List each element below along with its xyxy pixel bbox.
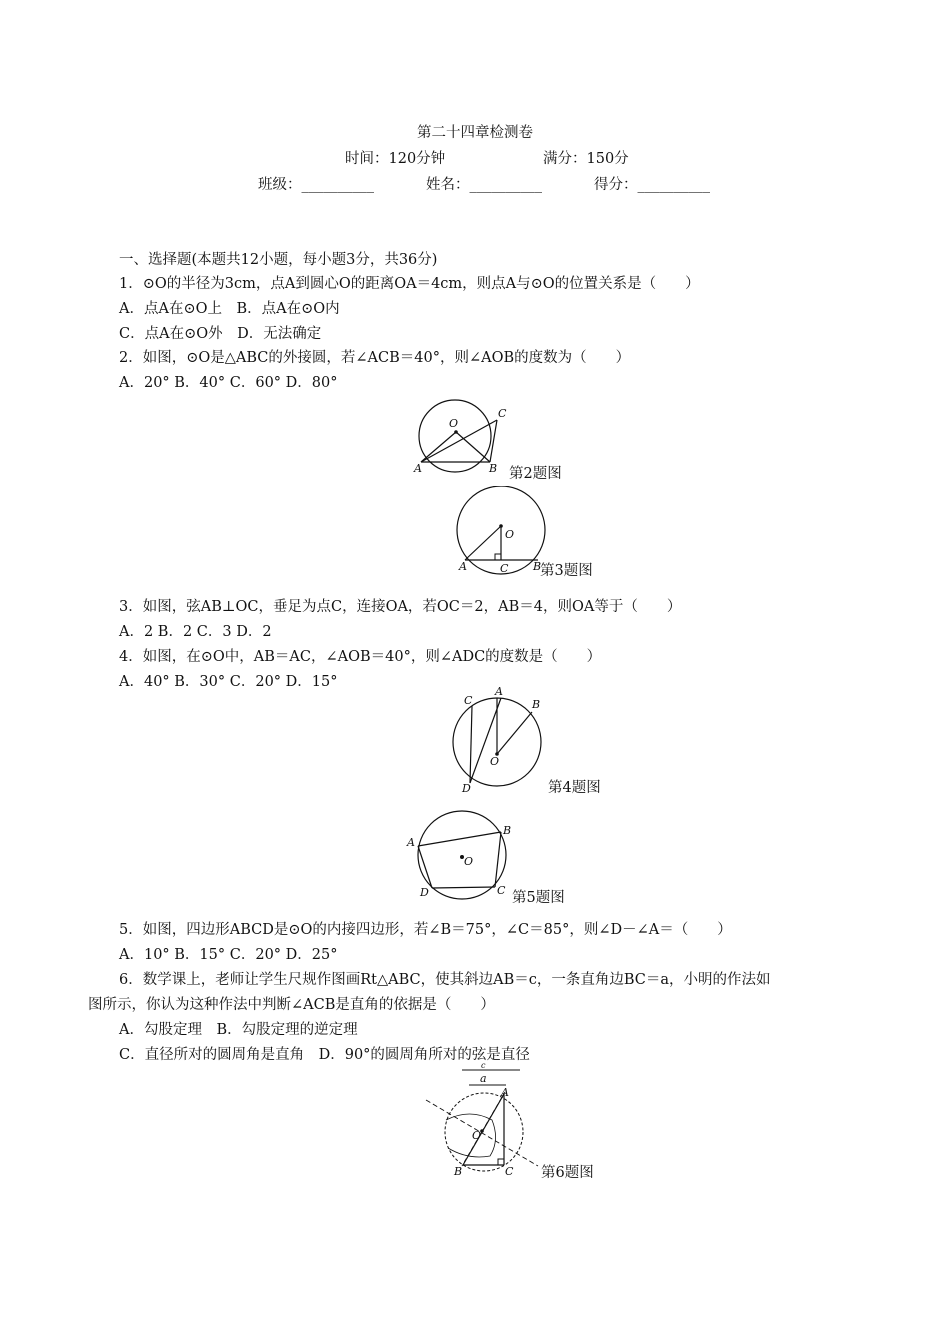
fig3-label-o: O	[505, 528, 515, 541]
q2-stem: 2．如图，⊙O是△ABC的外接圆，若∠ACB＝40°，则∠AOB的度数为（ ）	[119, 350, 631, 366]
fig2-label-a: A	[414, 462, 422, 475]
fig4-label-c: C	[464, 694, 473, 707]
fig5-caption: 第5题图	[512, 890, 565, 906]
q3-stem: 3．如图，弦AB⊥OC，垂足为点C，连接OA，若OC＝2，AB＝4，则OA等于（ ）	[119, 599, 682, 615]
fig6-label-c-segment: c	[481, 1061, 486, 1070]
q5-options: A．10° B．15° C．20° D．25°	[119, 947, 338, 963]
fig6-label-c: C	[505, 1165, 514, 1178]
points-field: 得分：__________	[594, 177, 710, 193]
fig5-label-d: D	[420, 886, 429, 899]
fig5-label-c: C	[497, 884, 506, 897]
q6-options-ab: A．勾股定理 B．勾股定理的逆定理	[119, 1022, 358, 1038]
figure-2	[405, 398, 515, 478]
figure-5	[404, 808, 516, 902]
time-info: 时间：120分钟	[345, 151, 446, 167]
figure-3	[452, 486, 552, 576]
name-field: 姓名：__________	[426, 177, 542, 193]
fig2-label-c: C	[498, 407, 507, 420]
fig6-label-a-segment: a	[480, 1072, 487, 1085]
fig3-label-b: B	[533, 560, 542, 573]
fig6-caption: 第6题图	[541, 1165, 594, 1181]
score-info: 满分：150分	[543, 151, 629, 167]
fig4-label-o: O	[490, 755, 500, 768]
fig6-label-b: B	[454, 1165, 463, 1178]
q1-options-ab: A．点A在⊙O上 B．点A在⊙O内	[119, 301, 340, 317]
q6-stem-line1: 6．数学课上，老师让学生尺规作图画Rt△ABC，使其斜边AB＝c，一条直角边BC＝a，小明的作法如	[119, 972, 771, 988]
section-heading: 一、选择题(本题共12小题，每小题3分，共36分)	[119, 252, 438, 268]
fig6-label-o: O	[472, 1129, 482, 1142]
fig2-label-o: O	[449, 417, 459, 430]
fig4-label-d: D	[462, 782, 471, 795]
fig3-label-c: C	[500, 562, 509, 575]
fig3-caption: 第3题图	[540, 563, 593, 579]
fig5-label-b: B	[503, 824, 512, 837]
q6-options-cd: C．直径所对的圆周角是直角 D．90°的圆周角所对的弦是直径	[119, 1047, 530, 1063]
figure-6	[420, 1060, 544, 1180]
q1-options-cd: C．点A在⊙O外 D．无法确定	[119, 326, 322, 342]
q3-options: A．2 B．2 C．3 D．2	[119, 624, 272, 640]
q6-stem-line2: 图所示，你认为这种作法中判断∠ACB是直角的依据是（ ）	[88, 997, 495, 1013]
q5-stem: 5．如图，四边形ABCD是⊙O的内接四边形，若∠B＝75°，∠C＝85°，则∠D－∠A＝（ ）	[119, 922, 732, 938]
fig4-label-b: B	[532, 698, 541, 711]
fig5-label-a: A	[407, 836, 415, 849]
q4-options: A．40° B．30° C．20° D．15°	[119, 674, 338, 690]
fig5-label-o: O	[464, 855, 474, 868]
fig3-label-a: A	[459, 560, 467, 573]
q1-stem: 1．⊙O的半径为3cm，点A到圆心O的距离OA＝4cm，则点A与⊙O的位置关系是（ ）	[119, 276, 700, 292]
q2-options: A．20° B．40° C．60° D．80°	[119, 375, 338, 391]
q4-stem: 4．如图，在⊙O中，AB＝AC，∠AOB＝40°，则∠ADC的度数是（ ）	[119, 649, 602, 665]
fig4-label-a: A	[495, 685, 503, 698]
fig2-caption: 第2题图	[509, 466, 562, 482]
fig6-label-a: A	[501, 1086, 509, 1099]
fig4-caption: 第4题图	[548, 780, 601, 796]
page-title: 第二十四章检测卷	[417, 125, 533, 141]
fig2-label-b: B	[489, 462, 498, 475]
figure-4	[448, 684, 558, 796]
class-field: 班级：__________	[258, 177, 374, 193]
